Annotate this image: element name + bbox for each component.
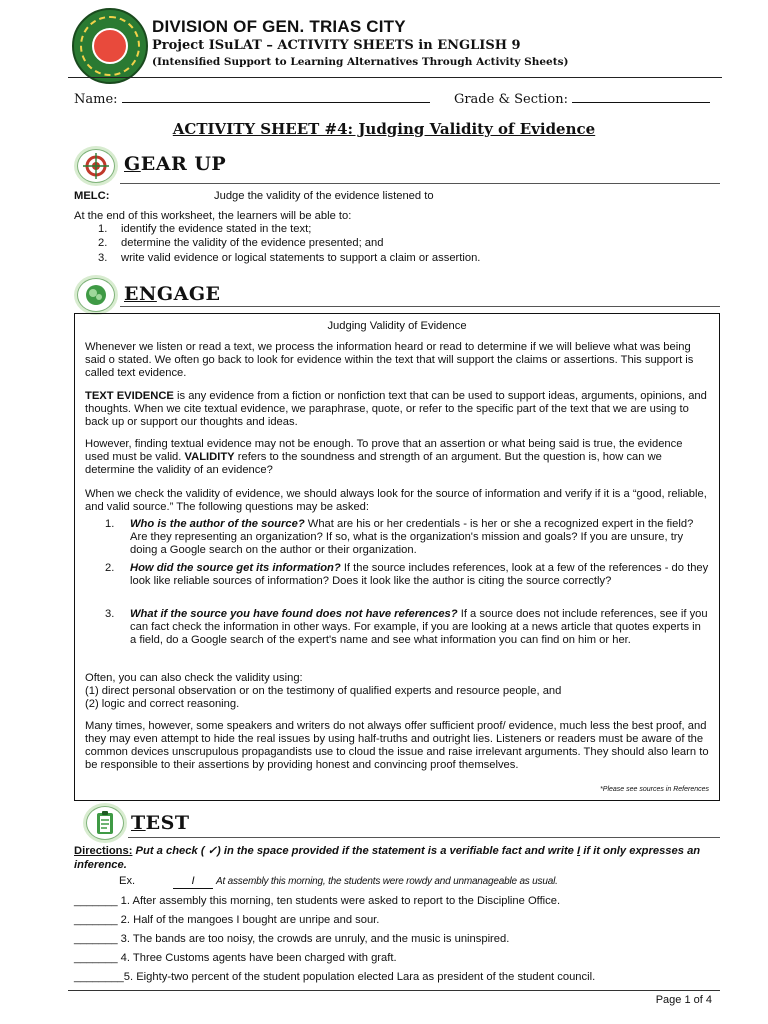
test-item[interactable]: _______ 3. The bands are too noisy, the crowds are unruly, and the music is uninspired. (74, 933, 510, 945)
objective-item: determine the validity of the evidence presented; and (121, 237, 384, 249)
box-title: Judging Validity of Evidence (327, 320, 467, 332)
project-title: Project ISuLAT – ACTIVITY SHEETS in ENGLISH 9 (152, 38, 521, 53)
engage-paragraph-3: However, finding textual evidence may not be enough. To prove that an assertion or what being said is true, the evidence used must be valid. VALIDITY refers to the soundness and strength of an argument. But the question is, how can we determine the validity of an evidence? (85, 438, 683, 476)
test-item[interactable]: ________5. Eighty-two percent of the student population elected Lara as president of the student council. (74, 971, 596, 983)
page-number: Page 1 of 4 (655, 994, 712, 1006)
grade-label: Grade & Section: (453, 92, 568, 107)
melc-text: Judge the validity of the evidence listened to (214, 190, 434, 202)
objective-number: 2. (98, 237, 108, 249)
name-grade-row (74, 89, 722, 107)
melc-label: MELC: (74, 190, 110, 202)
name-field[interactable] (122, 89, 430, 103)
example-label: Ex. (119, 875, 136, 887)
question-number: 3. (105, 608, 115, 620)
validity-check-line: (2) logic and correct reasoning. (85, 698, 240, 710)
engage-paragraph-6: Many times, however, some speakers and writers do not always offer sufficient proof/ evidence, much less the best proof, and they may even attempt to hide the real issues by using half-truths and outright lies. Listeners or readers must be aware of the common devices unscrupulous propagandists use to cloud the issue and raise irrelevant arguments. They should also learn to be responsible to their assertions by providing honest and convincing proof themselves. (85, 720, 709, 771)
engage-paragraph-1: Whenever we listen or read a text, we process the information heard or read to determine if we will believe what was being said o stated. We often go back to look for evidence within the text that will support the claims or assertions. This support is called text evidence. (85, 341, 694, 379)
example-text: At assembly this morning, the students were rowdy and unmanageable as usual. (216, 876, 558, 887)
footer-rule (68, 990, 720, 991)
engage-heading: ENGAGE (124, 283, 221, 305)
test-directions: Directions: Put a check ( ✓) in the space provided if the statement is a verifiable fact and write I if it only expresses an inference. (74, 845, 701, 871)
project-subtitle: (Intensified Support to Learning Alternatives Through Activity Sheets) (152, 56, 569, 68)
gear-up-heading: GEAR UP (124, 153, 227, 175)
target-icon (77, 149, 115, 183)
question-item: What if the source you have found does not have references? If a source does not include references, see if you can fact check the information in other ways. For example, if you are looking at a news article that quotes experts in a field, do a Google search of the expert's name and see what information you can find on him or her. (130, 608, 708, 646)
section-rule (120, 306, 720, 307)
question-item: How did the source get its information? If the source includes references, look at a few of the references - do they look like reliable sources of information? Does it look like the author is citing the source correctly? (130, 562, 709, 587)
question-number: 1. (105, 518, 115, 530)
activity-title: ACTIVITY SHEET #4: Judging Validity of Evidence (172, 120, 596, 138)
question-item: Who is the author of the source? What are his or her credentials - is her or she a recognized expert in the field? Are they representing an organization? If so, what is the organization's mission and goals? If you are unsure, try doing a Google search on the author or their organization. (130, 518, 694, 556)
test-item[interactable]: _______ 1. After assembly this morning, ten students were asked to report to the Discipline Office. (74, 895, 561, 907)
sources-note: *Please see sources in References (600, 786, 709, 793)
question-number: 2. (105, 562, 115, 574)
validity-check-line: (1) direct personal observation or on the testimony of qualified experts and resource people, and (85, 685, 562, 697)
objective-number: 1. (98, 223, 108, 235)
section-rule (128, 837, 720, 838)
brain-icon (77, 278, 115, 312)
header-rule (68, 77, 722, 78)
engage-content-box (74, 313, 720, 801)
test-heading: TEST (131, 812, 190, 834)
test-item[interactable]: _______ 4. Three Customs agents have been charged with graft. (74, 952, 397, 964)
name-label: Name: (74, 92, 118, 107)
grade-section-field[interactable] (572, 89, 710, 103)
division-seal-logo (72, 8, 148, 84)
objective-number: 3. (98, 252, 108, 264)
section-rule (120, 183, 720, 184)
validity-check-line: Often, you can also check the validity using: (85, 672, 303, 684)
test-item[interactable]: _______ 2. Half of the mangoes I bought are unripe and sour. (74, 914, 380, 926)
division-name: DIVISION OF GEN. TRIAS CITY (152, 17, 406, 36)
example-answer: I (173, 875, 213, 889)
engage-paragraph-2: TEXT EVIDENCE is any evidence from a fiction or nonfiction text that can be used to support ideas, arguments, opinions, and thoughts. When we cite textual evidence, we paraphrase, quote, or refer to the specific part of the text that we are using to back up or support our thoughts and ideas. (85, 390, 707, 428)
clipboard-icon (86, 806, 124, 840)
objectives-intro: At the end of this worksheet, the learners will be able to: (74, 210, 352, 222)
objective-item: write valid evidence or logical statements to support a claim or assertion. (121, 252, 481, 264)
engage-paragraph-4: When we check the validity of evidence, we should always look for the source of information and verify if it is a “good, reliable, and valid source.” The following questions may be asked: (85, 488, 707, 513)
objective-item: identify the evidence stated in the text; (121, 223, 312, 235)
